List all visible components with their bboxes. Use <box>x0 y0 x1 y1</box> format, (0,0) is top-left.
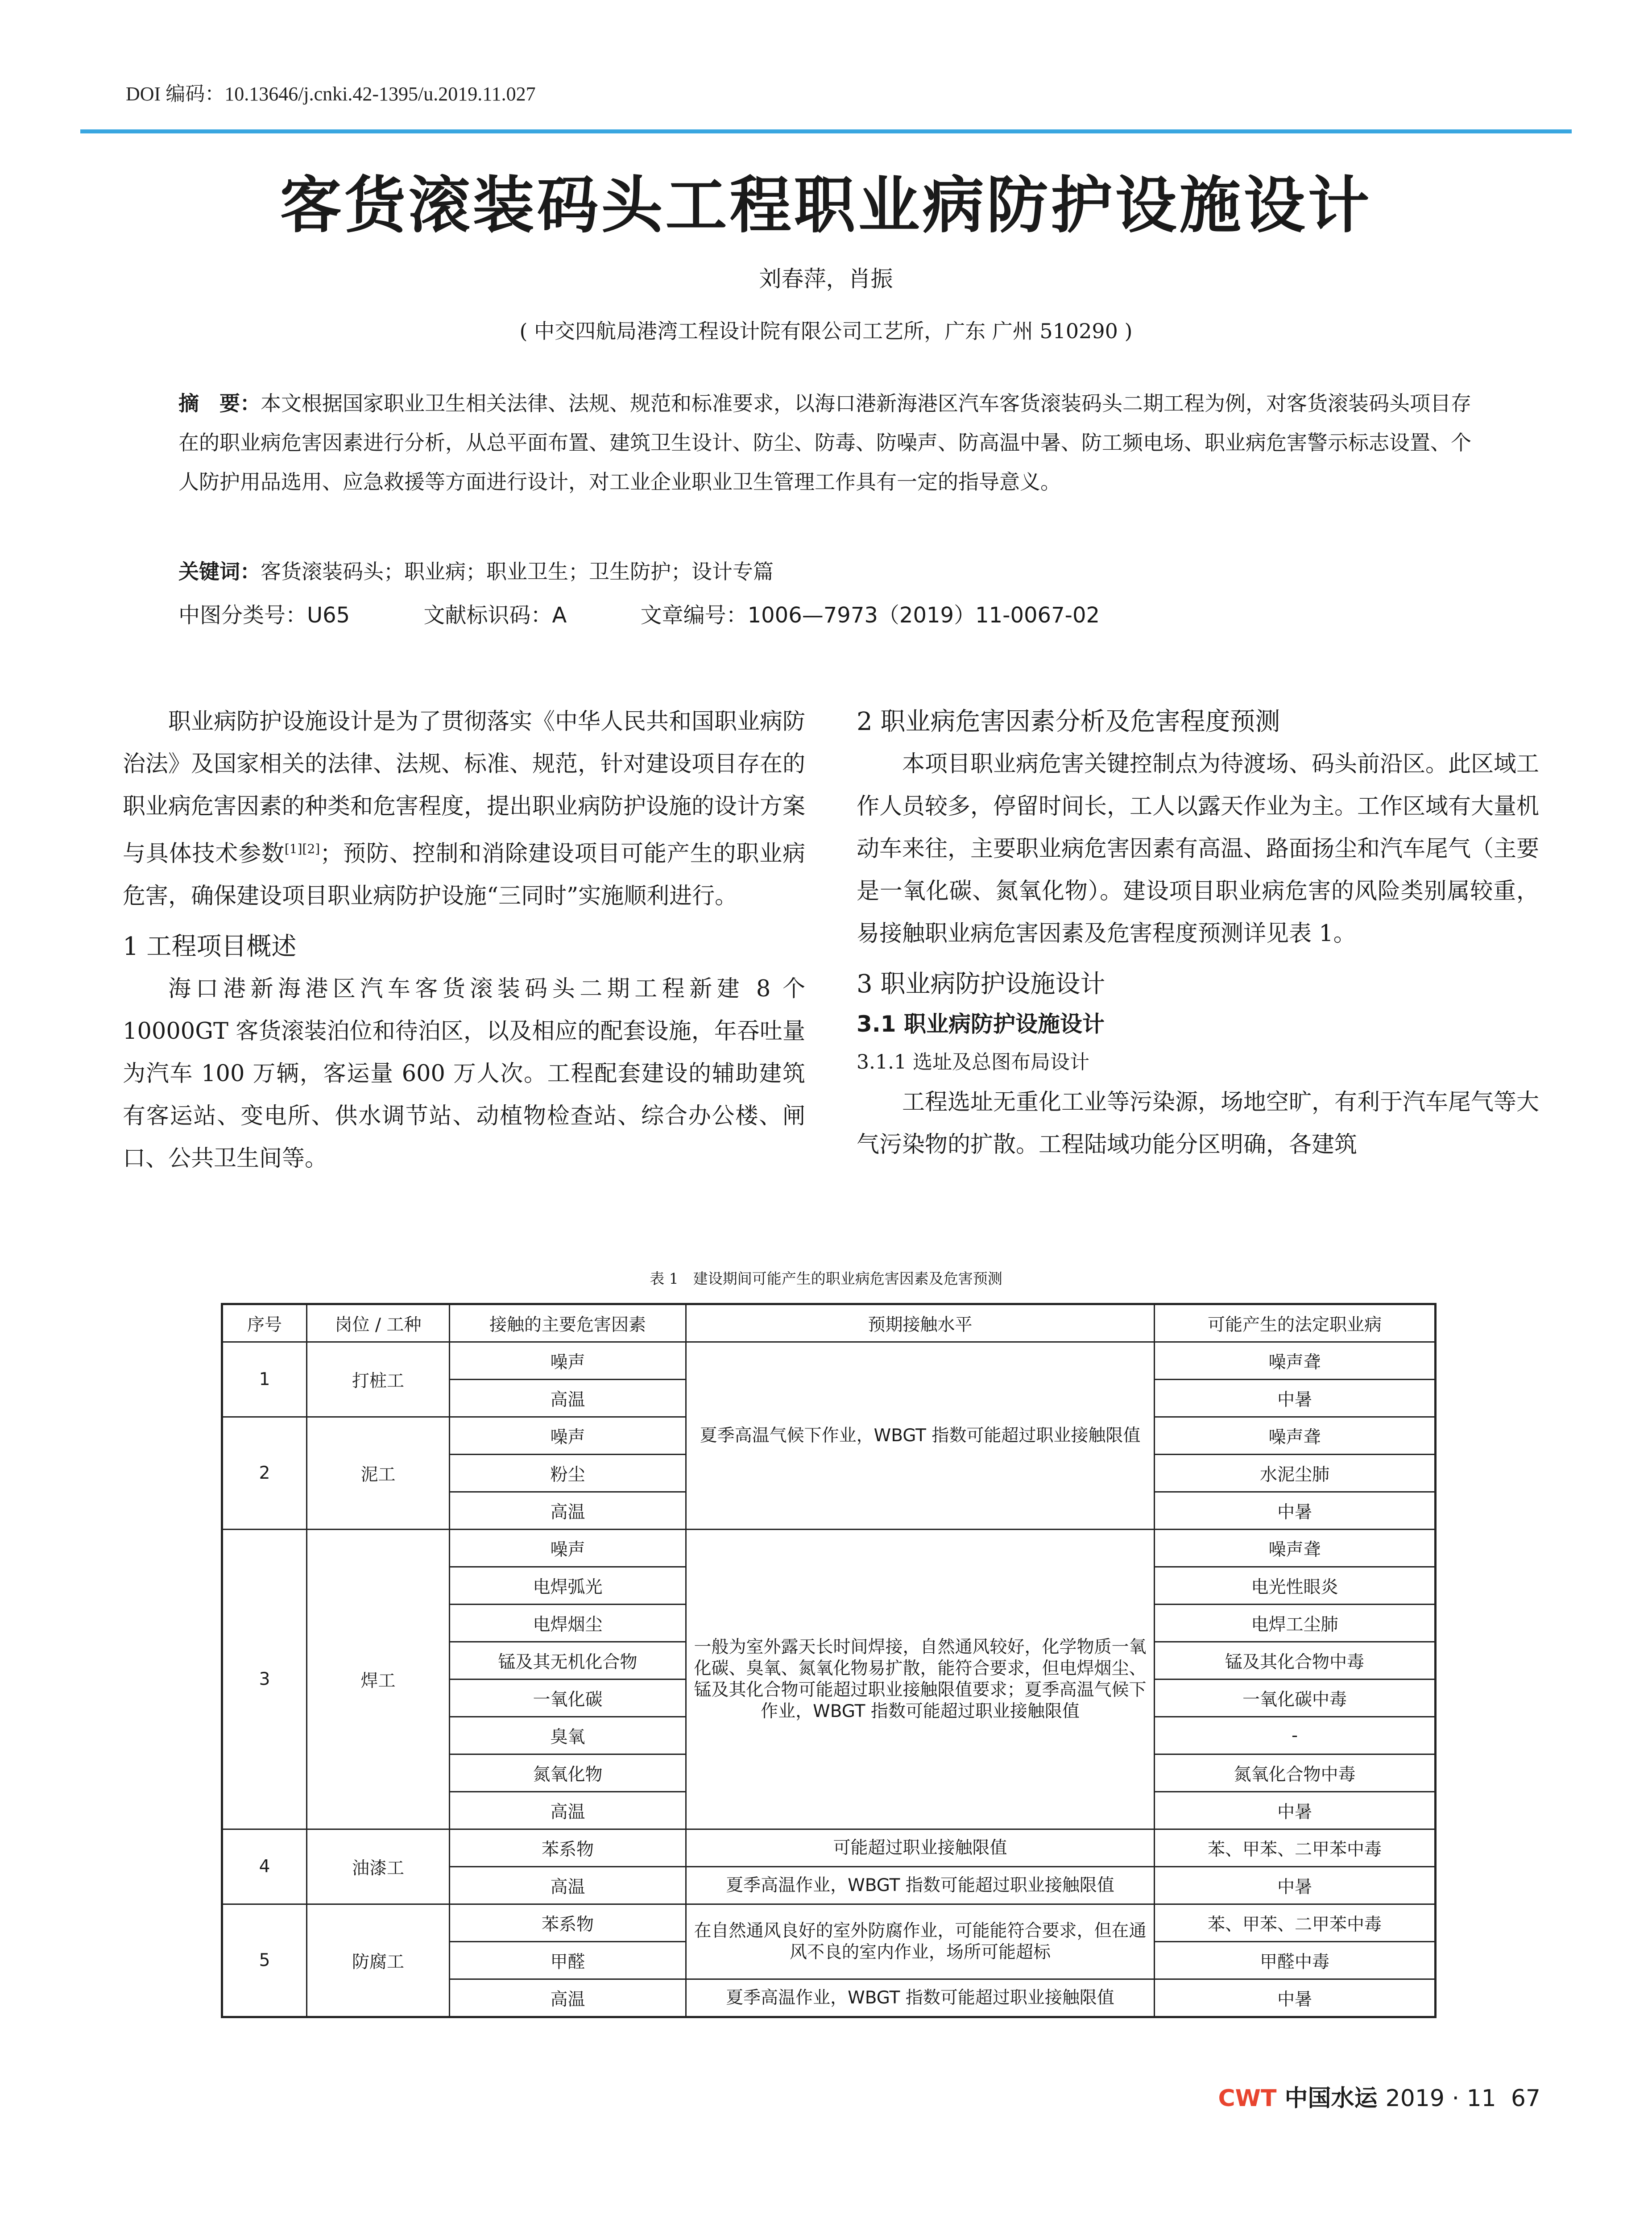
exposure-level-cell: 可能超过职业接触限值 <box>686 1829 1155 1867</box>
disease-cell: 电焊工尘肺 <box>1155 1605 1436 1642</box>
section-3-heading: 3 职业病防护设施设计 <box>857 970 1105 999</box>
hazard-cell: 高温 <box>450 1492 686 1530</box>
table-caption: 表 1 建设期间可能产生的职业病危害因素及危害预测 <box>650 1270 1002 1287</box>
hazard-cell: 噪声 <box>450 1342 686 1380</box>
table-header-cell: 岗位 / 工种 <box>307 1304 450 1342</box>
exposure-level-cell: 夏季高温气候下作业，WBGT 指数可能超过职业接触限值 <box>686 1342 1155 1530</box>
header-rule <box>80 129 1572 133</box>
disease-cell: 中暑 <box>1155 1380 1436 1417</box>
journal-issue: 2019 · 11 <box>1385 2085 1496 2112</box>
section-3-1-1-text: 工程选址无重化工业等污染源，场地空旷，有利于汽车尾气等大气污染物的扩散。工程陆域功能分区明确，各建筑 <box>857 1089 1540 1158</box>
article-number: 文章编号：1006—7973（2019）11-0067-02 <box>640 603 1100 628</box>
hazard-cell: 高温 <box>450 1867 686 1904</box>
page-footer <box>1218 2079 1540 2113</box>
exposure-level-cell: 夏季高温作业，WBGT 指数可能超过职业接触限值 <box>686 1867 1155 1904</box>
hazard-cell: 臭氧 <box>450 1717 686 1754</box>
disease-cell: 苯、甲苯、二甲苯中毒 <box>1155 1829 1436 1867</box>
table-header-cell: 序号 <box>222 1304 307 1342</box>
hazard-cell: 一氧化碳 <box>450 1679 686 1717</box>
article-title: 客货滚装码头工程职业病防护设施设计 <box>280 169 1372 241</box>
document-code: 文献标识码：A <box>423 603 567 628</box>
classification-line <box>178 598 1167 629</box>
disease-cell: 一氧化碳中毒 <box>1155 1679 1436 1717</box>
disease-cell: 中暑 <box>1155 1979 1436 2017</box>
disease-cell: 噪声聋 <box>1155 1342 1436 1380</box>
keywords <box>178 556 774 585</box>
table-row <box>222 1904 1436 1942</box>
section-3-1-1-heading: 3.1.1 选址及总图布局设计 <box>857 1051 1089 1074</box>
disease-cell: - <box>1155 1717 1436 1754</box>
abstract-label: 摘 要： <box>178 391 261 415</box>
hazard-table <box>221 1303 1437 2018</box>
exposure-level-cell: 一般为室外露天长时间焊接，自然通风较好，化学物质一氧化碳、臭氧、氮氧化物易扩散，能符合要求，但电焊烟尘、锰及其化合物可能超过职业接触限值要求；夏季高温气候下作业，WBGT 指数可能超过职业接触限值 <box>686 1530 1155 1829</box>
disease-cell: 甲醛中毒 <box>1155 1942 1436 1979</box>
job-cell: 焊工 <box>307 1530 450 1829</box>
hazard-cell: 高温 <box>450 1792 686 1829</box>
table-row <box>222 1342 1436 1380</box>
keywords-text: 客货滚装码头；职业病；职业卫生；卫生防护；设计专篇 <box>261 560 774 584</box>
intro-paragraph: 职业病防护设施设计是为了贯彻落实《中华人民共和国职业病防治法》及国家相关的法律、法规、标准、规范，针对建设项目存在的职业病危害因素的种类和危害程度，提出职业病防护设施的设计方案与具体技术参数[1][2]；预防、控制和消除建设项目可能产生的职业病危害，确保建设项目职业病防护设施“三同时”实施顺利进行。 <box>123 709 806 909</box>
hazard-cell: 粉尘 <box>450 1455 686 1492</box>
disease-cell: 噪声聋 <box>1155 1530 1436 1567</box>
row-number-cell: 5 <box>222 1904 307 2017</box>
hazard-cell: 高温 <box>450 1979 686 2017</box>
hazard-cell: 高温 <box>450 1380 686 1417</box>
disease-cell: 水泥尘肺 <box>1155 1455 1436 1492</box>
section-1-heading: 1 工程项目概述 <box>123 932 297 961</box>
hazard-cell: 甲醛 <box>450 1942 686 1979</box>
citation-ref: [1][2] <box>284 842 320 856</box>
journal-logo: CWT <box>1218 2085 1277 2112</box>
disease-cell: 中暑 <box>1155 1792 1436 1829</box>
hazard-cell: 噪声 <box>450 1530 686 1567</box>
article-authors: 刘春萍，肖振 <box>759 266 893 292</box>
hazard-cell: 电焊烟尘 <box>450 1605 686 1642</box>
hazard-cell: 氮氧化物 <box>450 1754 686 1792</box>
page-number: 67 <box>1511 2085 1540 2112</box>
body-column-left <box>123 701 805 1180</box>
section-2-heading: 2 职业病危害因素分析及危害程度预测 <box>857 707 1280 736</box>
keywords-label: 关键词： <box>178 560 261 584</box>
hazard-cell: 苯系物 <box>450 1829 686 1867</box>
section-2-text: 本项目职业病危害关键控制点为待渡场、码头前沿区。此区域工作人员较多，停留时间长，工人以露天作业为主。工作区域有大量机动车来往，主要职业病危害因素有高温、路面扬尘和汽车尾气（主要是一氧化碳、氮氧化物）。建设项目职业病危害的风险类别属较重，易接触职业病危害因素及危害程度预测详见表 1。 <box>857 751 1540 947</box>
table-header-cell: 预期接触水平 <box>686 1304 1155 1342</box>
journal-name: 中国水运 <box>1276 2085 1386 2112</box>
table-header-cell: 接触的主要危害因素 <box>450 1304 686 1342</box>
hazard-cell: 噪声 <box>450 1417 686 1455</box>
row-number-cell: 2 <box>222 1417 307 1530</box>
row-number-cell: 4 <box>222 1829 307 1904</box>
abstract <box>178 384 1472 502</box>
doi-line: DOI 编码：10.13646/j.cnki.42-1395/u.2019.11.027 <box>126 83 536 105</box>
job-cell: 打桩工 <box>307 1342 450 1417</box>
section-1-text: 海口港新海港区汽车客货滚装码头二期工程新建 8 个 10000GT 客货滚装泊位和待泊区，以及相应的配套设施，年吞吐量为汽车 100 万辆，客运量 600 万人次。工程配套建设的辅助建筑有客运站、变电所、供水调节站、动植物检查站、综合办公楼、闸口、公共卫生间等。 <box>123 976 805 1172</box>
section-3-1-heading: 3.1 职业病防护设施设计 <box>857 1011 1105 1037</box>
exposure-level-cell: 在自然通风良好的室外防腐作业，可能能符合要求，但在通风不良的室内作业，场所可能超标 <box>686 1904 1155 1979</box>
hazard-cell: 苯系物 <box>450 1904 686 1942</box>
exposure-level-cell: 夏季高温作业，WBGT 指数可能超过职业接触限值 <box>686 1979 1155 2017</box>
hazard-cell: 电焊弧光 <box>450 1567 686 1605</box>
table-row <box>222 1530 1436 1567</box>
disease-cell: 中暑 <box>1155 1867 1436 1904</box>
disease-cell: 苯、甲苯、二甲苯中毒 <box>1155 1904 1436 1942</box>
disease-cell: 电光性眼炎 <box>1155 1567 1436 1605</box>
clc-code: 中图分类号：U65 <box>178 603 350 628</box>
table-row <box>222 1829 1436 1867</box>
table-header-cell: 可能产生的法定职业病 <box>1155 1304 1436 1342</box>
row-number-cell: 3 <box>222 1530 307 1829</box>
job-cell: 泥工 <box>307 1417 450 1530</box>
abstract-text: 本文根据国家职业卫生相关法律、法规、规范和标准要求，以海口港新海港区汽车客货滚装码头二期工程为例，对客货滚装码头项目存在的职业病危害因素进行分析，从总平面布置、建筑卫生设计、防尘、防毒、防噪声、防高温中暑、防工频电场、职业病危害警示标志设置、个人防护用品选用、应急救援等方面进行设计，对工业企业职业卫生管理工作具有一定的指导意义。 <box>178 391 1471 494</box>
job-cell: 油漆工 <box>307 1829 450 1904</box>
disease-cell: 噪声聋 <box>1155 1417 1436 1455</box>
article-affiliation: ( 中交四航局港湾工程设计院有限公司工艺所，广东 广州 510290 ) <box>519 319 1133 343</box>
body-column-right <box>857 701 1539 1166</box>
disease-cell: 中暑 <box>1155 1492 1436 1530</box>
table-header-row <box>222 1304 1436 1342</box>
hazard-cell: 锰及其无机化合物 <box>450 1642 686 1679</box>
disease-cell: 氮氧化合物中毒 <box>1155 1754 1436 1792</box>
job-cell: 防腐工 <box>307 1904 450 2017</box>
disease-cell: 锰及其化合物中毒 <box>1155 1642 1436 1679</box>
row-number-cell: 1 <box>222 1342 307 1417</box>
